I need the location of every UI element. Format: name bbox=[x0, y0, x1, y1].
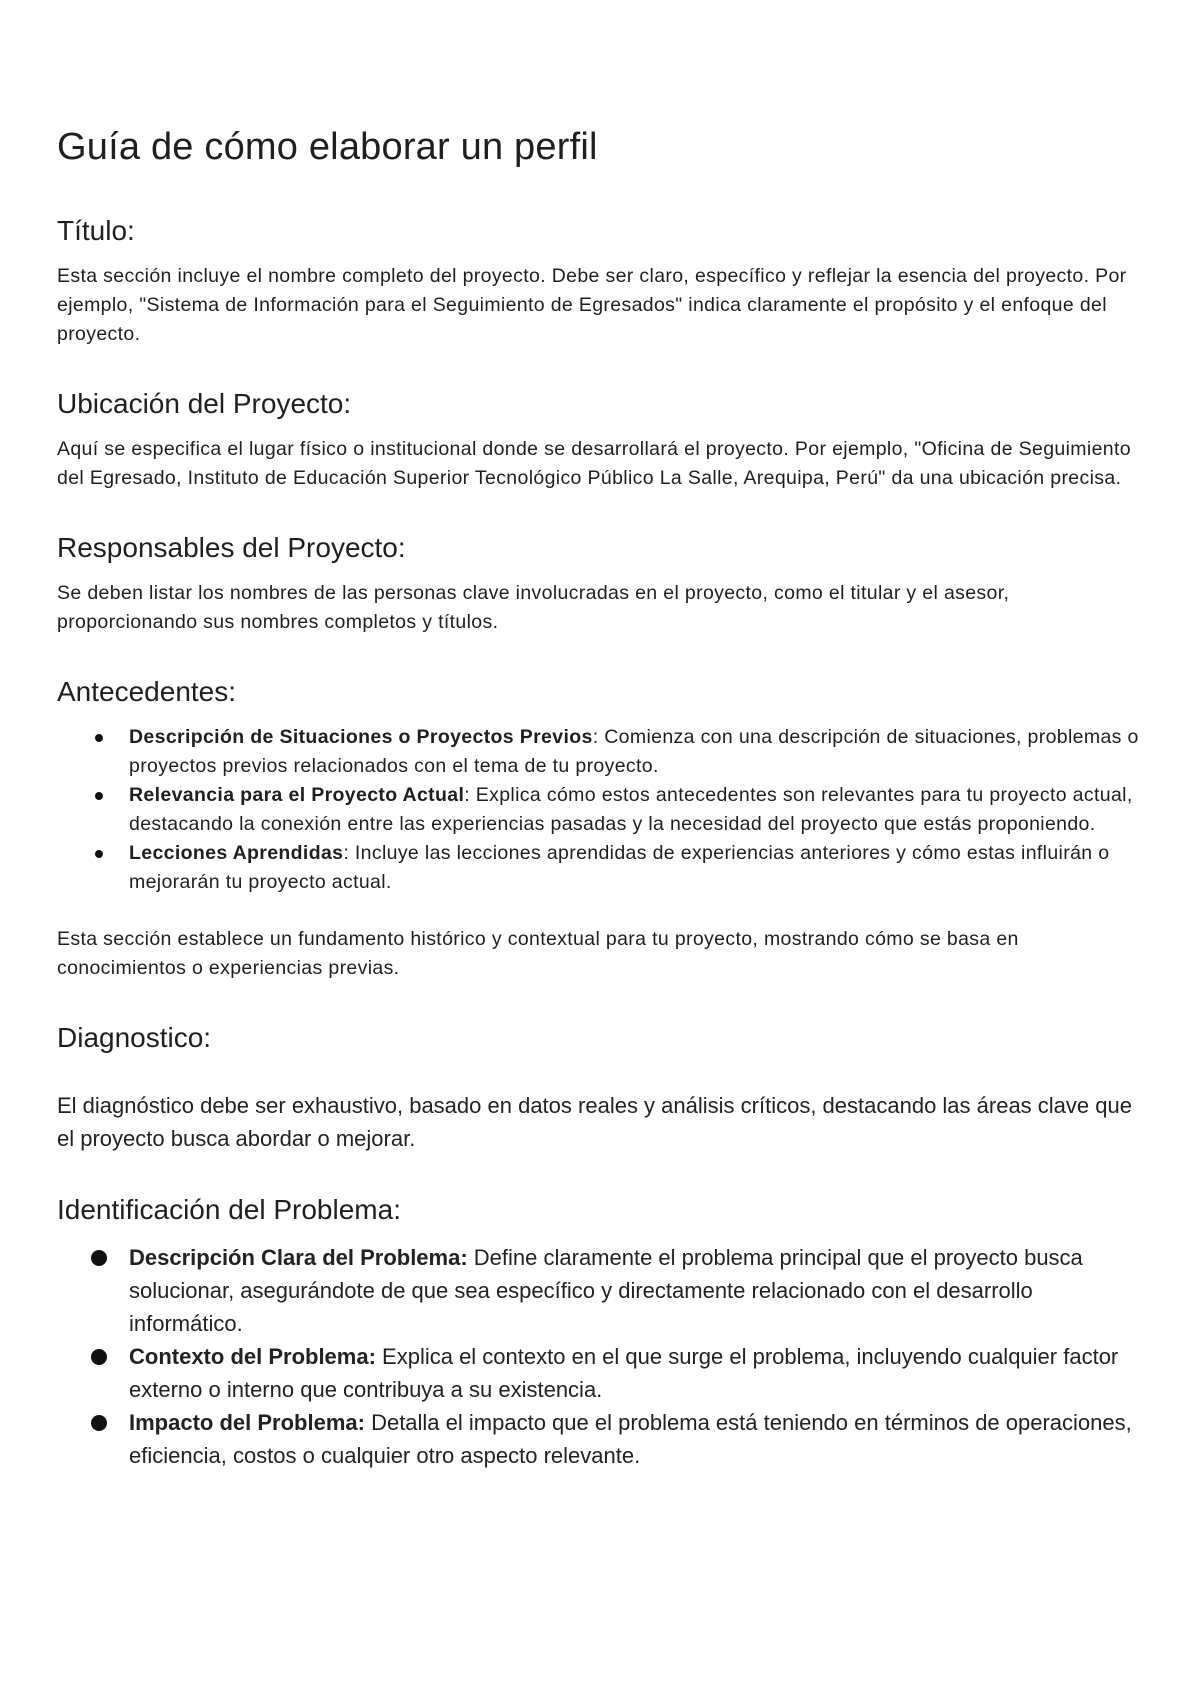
section-body-responsables: Se deben listar los nombres de las personas clave involucradas en el proyecto, como el titular y el asesor, proporcionando sus nombres completos y títulos. bbox=[57, 582, 1010, 633]
section-heading-titulo: Título: bbox=[57, 215, 135, 246]
list-item-text: : Incluye las lecciones aprendidas de experiencias anteriores y cómo estas influirán o mejorarán tu proyecto actual. bbox=[129, 842, 1110, 893]
section-heading-responsables: Responsables del Proyecto: bbox=[57, 532, 406, 563]
document-title: Guía de cómo elaborar un perfil bbox=[57, 126, 598, 168]
section-body-diagnostico: El diagnóstico debe ser exhaustivo, basado en datos reales y análisis críticos, destacando las áreas clave que el proyecto busca abordar o mejorar. bbox=[57, 1093, 1132, 1151]
section-ubicacion bbox=[57, 387, 1140, 493]
list-item bbox=[95, 781, 1140, 839]
list-item-text: Define claramente el problema principal que el proyecto busca solucionar, asegurándote de que sea específico y directamente relacionado con el desarrollo informático. bbox=[129, 1245, 1083, 1336]
list-item-term: Relevancia para el Proyecto Actual bbox=[129, 784, 465, 806]
section-responsables bbox=[57, 531, 1140, 637]
bullet-icon bbox=[91, 1250, 107, 1266]
list-item-term: Lecciones Aprendidas bbox=[129, 842, 344, 864]
list-item bbox=[95, 839, 1140, 897]
list-item-text: Explica el contexto en el que surge el problema, incluyendo cualquier factor externo o interno que contribuya a su existencia. bbox=[129, 1344, 1119, 1402]
list-item bbox=[95, 723, 1140, 781]
section-antecedentes bbox=[57, 675, 1140, 983]
section-heading-diagnostico: Diagnostico: bbox=[57, 1022, 212, 1053]
bullet-icon bbox=[91, 1349, 107, 1365]
list-item bbox=[95, 1340, 1140, 1406]
section-problema bbox=[57, 1193, 1140, 1472]
section-heading-ubicacion: Ubicación del Proyecto: bbox=[57, 388, 352, 419]
list-item-text: Detalla el impacto que el problema está teniendo en términos de operaciones, eficiencia, costos o cualquier otro aspecto relevante. bbox=[129, 1410, 1132, 1468]
section-body-ubicacion: Aquí se especifica el lugar físico o institucional donde se desarrollará el proyecto. Por ejemplo, "Oficina de Seguimiento del Egresado, Instituto de Educación Superior Tecnológico Público La Salle, Arequipa, Perú" da una ubicación precisa. bbox=[57, 438, 1131, 489]
section-heading-antecedentes: Antecedentes: bbox=[57, 676, 237, 707]
list-item-text: : Explica cómo estos antecedentes son relevantes para tu proyecto actual, destacando la conexión entre las experiencias pasadas y la necesidad del proyecto que estás proponiendo. bbox=[129, 784, 1133, 835]
section-diagnostico bbox=[57, 1021, 1140, 1155]
list-item bbox=[95, 1406, 1140, 1472]
list-item bbox=[95, 1241, 1140, 1340]
list-item-text: : Comienza con una descripción de situaciones, problemas o proyectos previos relacionados con el tema de tu proyecto. bbox=[129, 726, 1139, 777]
bullet-icon bbox=[91, 1415, 107, 1431]
section-heading-problema: Identificación del Problema: bbox=[57, 1194, 401, 1225]
section-closing-antecedentes: Esta sección establece un fundamento histórico y contextual para tu proyecto, mostrando cómo se basa en conocimientos o experiencias previas. bbox=[57, 928, 1019, 979]
list-item-term: Contexto del Problema: bbox=[129, 1344, 376, 1369]
list-item-term: Descripción de Situaciones o Proyectos Previos bbox=[129, 726, 593, 748]
problema-list bbox=[57, 1241, 1140, 1472]
section-titulo bbox=[57, 214, 1140, 349]
bullet-icon bbox=[95, 792, 103, 800]
list-item-term: Descripción Clara del Problema: bbox=[129, 1245, 468, 1270]
section-body-titulo: Esta sección incluye el nombre completo del proyecto. Debe ser claro, específico y reflejar la esencia del proyecto. Por ejemplo, "Sistema de Información para el Seguimiento de Egresados" indica claramente el propósito y el enfoque del proyecto. bbox=[57, 265, 1127, 345]
bullet-icon bbox=[95, 850, 103, 858]
antecedentes-list bbox=[57, 723, 1140, 897]
list-item-term: Impacto del Problema: bbox=[129, 1410, 365, 1435]
bullet-icon bbox=[95, 734, 103, 742]
